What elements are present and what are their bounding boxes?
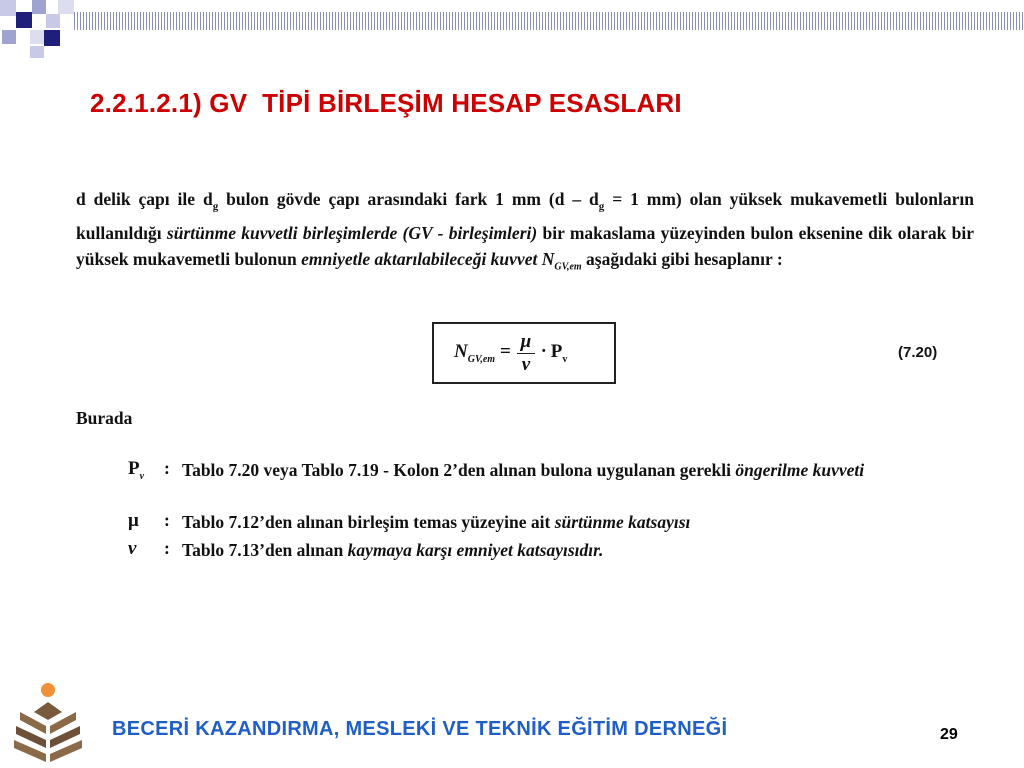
equation-lhs: $N_{GV,em}$ = — [454, 341, 511, 365]
equation-rhs: · $P_v$ — [541, 341, 568, 365]
book-tree-logo-icon — [12, 682, 84, 762]
definition-item — [128, 458, 958, 510]
footer-organization: BECERİ KAZANDIRMA, MESLEKİ VE TEKNİK EĞİTİM DERNEĞİ — [112, 718, 728, 740]
equation-box — [432, 322, 616, 384]
definition-item — [128, 538, 958, 566]
definition-text: Tablo 7.20 veya Tablo 7.19 - Kolon 2’den alınan bulona uygulanan gerekli öngerilme kuvveti — [182, 460, 865, 480]
equation-fraction — [517, 331, 536, 376]
definition-text: Tablo 7.12’den alınan birleşim temas yüzeyine ait sürtünme katsayısı — [182, 512, 691, 532]
burada-heading: Burada — [76, 408, 133, 428]
definition-symbol: ν — [128, 538, 137, 559]
equation-denominator: ν — [521, 353, 531, 375]
definition-symbol: $P_v$ — [128, 458, 145, 482]
definition-colon: : — [164, 538, 170, 558]
definition-text: Tablo 7.13’den alınan kaymaya karşı emniyet katsayısıdır. — [182, 540, 604, 560]
page-number: 29 — [940, 726, 958, 743]
equation-numerator: μ — [517, 331, 536, 354]
definition-colon: : — [164, 458, 170, 478]
definition-colon: : — [164, 510, 170, 530]
definition-symbol: μ — [128, 510, 139, 531]
definition-list — [128, 458, 958, 566]
slide-title: 2.2.1.2.1) GV TİPİ BİRLEŞİM HESAP ESASLARI — [90, 88, 682, 118]
decorative-squares-icon — [0, 0, 80, 60]
equation-number: (7.20) — [898, 344, 938, 361]
definition-item — [128, 510, 958, 538]
body-paragraph: d delik çapı ile $d_g$ bulon gövde çapı arasındaki fark 1 mm ($d - d_g = 1$ mm) olan yüksek mukavemetli bulonların kullanıldığı sürtünme kuvvetli birleşimlerde (GV - birleşimleri) bir makaslama yüzeyinden bulon eksenine dik olarak bir yüksek mukavemetli bulonun emniyetle aktarılabileceği kuvvet $N_{GV,em}$ aşağıdaki gibi hesaplanır : — [76, 189, 975, 272]
decorative-top-bar — [74, 12, 1024, 30]
